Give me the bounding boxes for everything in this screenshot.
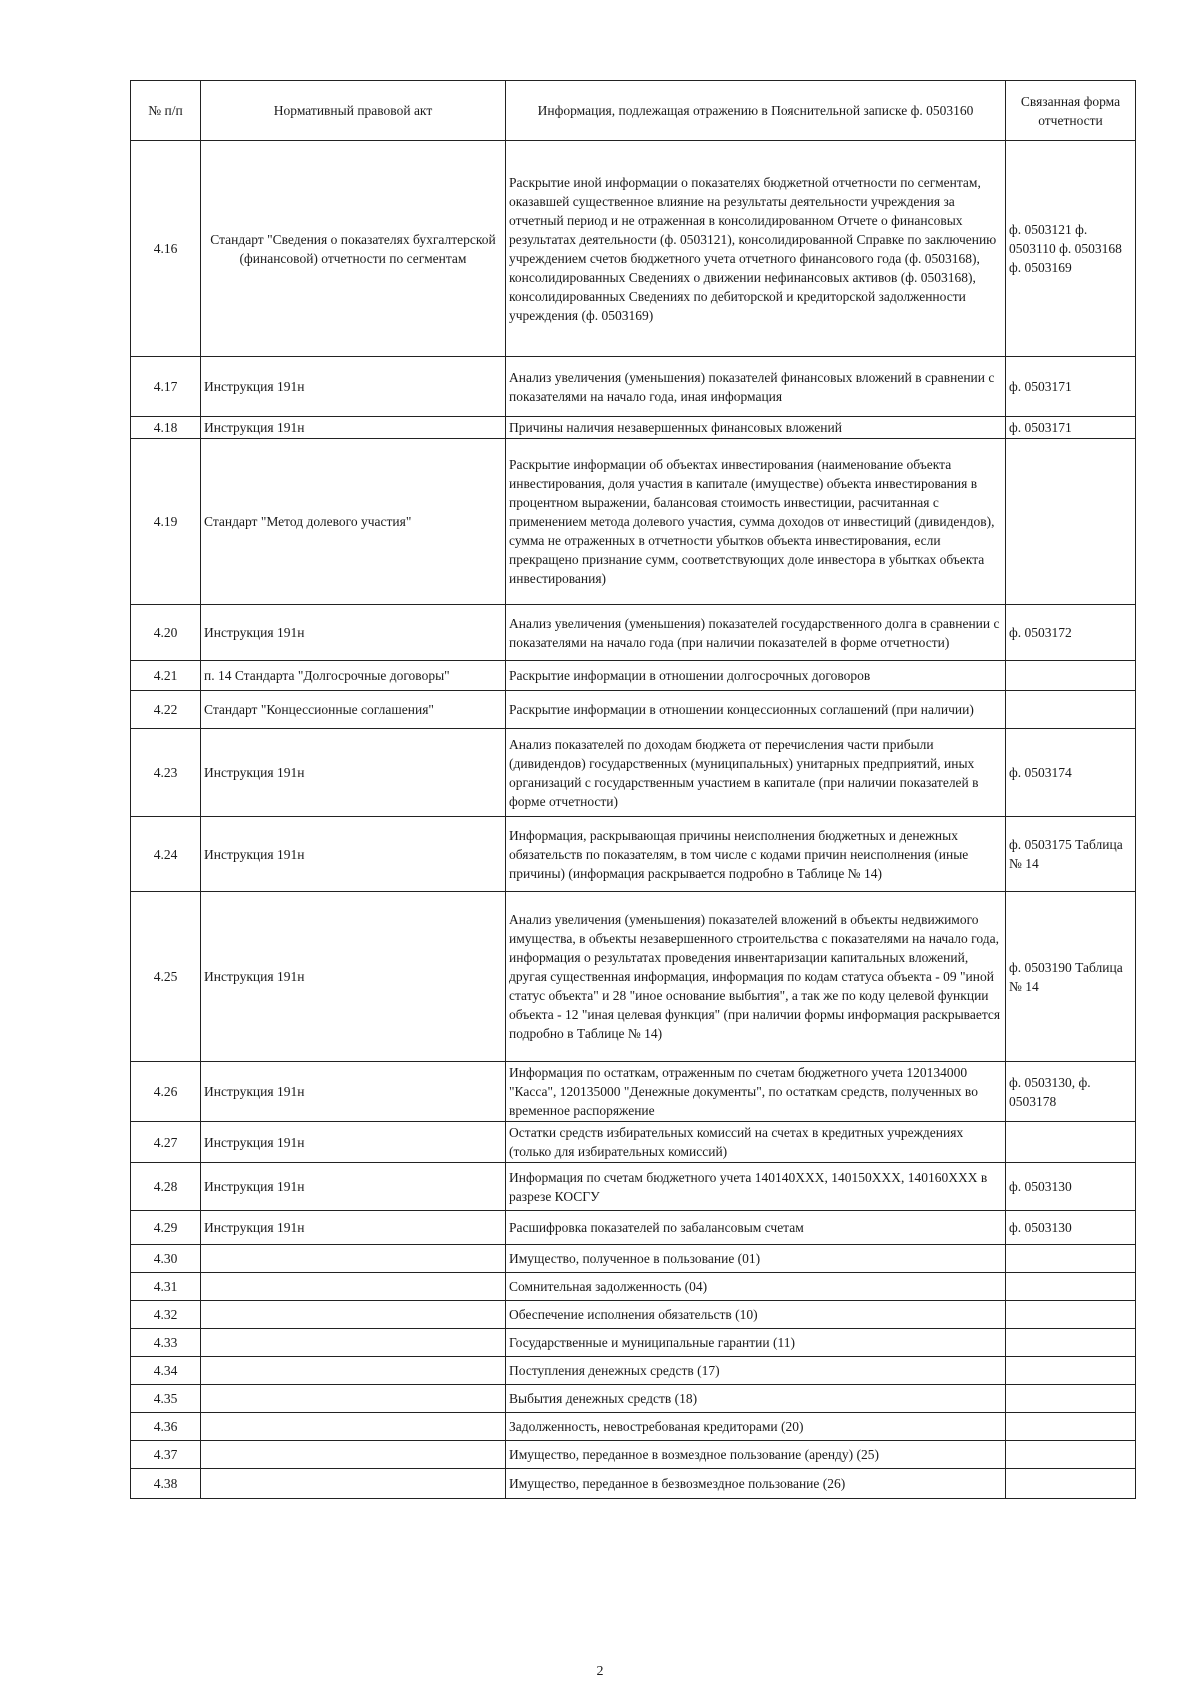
cell-act: Инструкция 191н [201,729,506,817]
cell-form [1006,1301,1136,1329]
cell-form: ф. 0503130, ф. 0503178 [1006,1062,1136,1122]
table-row [131,357,1136,417]
header-num: № п/п [131,81,201,141]
table-row [131,1122,1136,1163]
cell-info: Поступления денежных средств (17) [506,1357,1006,1385]
cell-info: Раскрытие информации в отношении концессионных соглашений (при наличии) [506,691,1006,729]
cell-info: Анализ показателей по доходам бюджета от перечисления части прибыли (дивидендов) государственных (муниципальных) унитарных предприятий, иных организаций с государственным участием в капитале (при наличии показателей в форме отчетности) [506,729,1006,817]
cell-form [1006,1122,1136,1163]
table-row [131,1469,1136,1499]
cell-form [1006,1273,1136,1301]
cell-num: 4.32 [131,1301,201,1329]
cell-num: 4.28 [131,1163,201,1211]
cell-act [201,1273,506,1301]
cell-form [1006,1329,1136,1357]
cell-form: ф. 0503172 [1006,605,1136,661]
cell-info: Анализ увеличения (уменьшения) показателей финансовых вложений в сравнении с показателями на начало года, иная информация [506,357,1006,417]
cell-info: Имущество, полученное в пользование (01) [506,1245,1006,1273]
cell-num: 4.34 [131,1357,201,1385]
page-number: 2 [596,1664,604,1679]
table-body [131,141,1136,1499]
cell-act: Инструкция 191н [201,417,506,439]
cell-info: Информация, раскрывающая причины неисполнения бюджетных и денежных обязательств по показателям, в том числе с кодами причин неисполнения (иные причины) (информация раскрывается подробно в Таблице № 14) [506,817,1006,892]
table-row [131,1413,1136,1441]
cell-info: Остатки средств избирательных комиссий на счетах в кредитных учреждениях (только для избирательных комиссий) [506,1122,1006,1163]
cell-form: ф. 0503171 [1006,417,1136,439]
cell-num: 4.22 [131,691,201,729]
cell-info: Государственные и муниципальные гарантии (11) [506,1329,1006,1357]
cell-act [201,1329,506,1357]
cell-num: 4.20 [131,605,201,661]
cell-num: 4.26 [131,1062,201,1122]
cell-num: 4.38 [131,1469,201,1499]
table-row [131,417,1136,439]
cell-info: Выбытия денежных средств (18) [506,1385,1006,1413]
cell-info: Обеспечение исполнения обязательств (10) [506,1301,1006,1329]
cell-form [1006,1441,1136,1469]
table-row [131,439,1136,605]
cell-form [1006,1469,1136,1499]
cell-info: Расшифровка показателей по забалансовым счетам [506,1211,1006,1245]
cell-act: Стандарт "Сведения о показателях бухгалтерской (финансовой) отчетности по сегментам [201,141,506,357]
cell-act: Стандарт "Метод долевого участия" [201,439,506,605]
table-row [131,817,1136,892]
cell-info: Причины наличия незавершенных финансовых вложений [506,417,1006,439]
disclosure-table [130,80,1136,1499]
cell-num: 4.27 [131,1122,201,1163]
cell-form: ф. 0503121 ф. 0503110 ф. 0503168 ф. 0503169 [1006,141,1136,357]
cell-act: Инструкция 191н [201,1062,506,1122]
table-row [131,1441,1136,1469]
cell-num: 4.24 [131,817,201,892]
table-row [131,892,1136,1062]
cell-form: ф. 0503171 [1006,357,1136,417]
cell-form [1006,1413,1136,1441]
table-row [131,1245,1136,1273]
table-row [131,1301,1136,1329]
cell-act: Стандарт "Концессионные соглашения" [201,691,506,729]
header-act: Нормативный правовой акт [201,81,506,141]
cell-num: 4.21 [131,661,201,691]
cell-num: 4.36 [131,1413,201,1441]
cell-act: Инструкция 191н [201,892,506,1062]
cell-act: п. 14 Стандарта "Долгосрочные договоры" [201,661,506,691]
cell-num: 4.19 [131,439,201,605]
cell-num: 4.37 [131,1441,201,1469]
table-row [131,1163,1136,1211]
cell-info: Информация по остаткам, отраженным по счетам бюджетного учета 120134000 "Касса", 120135000 "Денежные документы", по остаткам средств, полученных во временное распоряжение [506,1062,1006,1122]
cell-form: ф. 0503190 Таблица № 14 [1006,892,1136,1062]
cell-num: 4.18 [131,417,201,439]
cell-num: 4.33 [131,1329,201,1357]
cell-act: Инструкция 191н [201,1122,506,1163]
cell-info: Имущество, переданное в возмездное пользование (аренду) (25) [506,1441,1006,1469]
cell-act [201,1245,506,1273]
cell-num: 4.23 [131,729,201,817]
cell-info: Анализ увеличения (уменьшения) показателей государственного долга в сравнении с показателями на начало года (при наличии показателей в форме отчетности) [506,605,1006,661]
cell-form [1006,439,1136,605]
cell-act [201,1357,506,1385]
table-row [131,605,1136,661]
table-row [131,1062,1136,1122]
table-row [131,1329,1136,1357]
cell-act [201,1385,506,1413]
cell-info: Раскрытие иной информации о показателях бюджетной отчетности по сегментам, оказавшей существенное влияние на результаты деятельности учреждения за отчетный период и не отраженная в консолидированном Отчете о финансовых результатах деятельности (ф. 0503121), консолидированной Справке по заключению учреждением счетов бюджетного учета отчетного финансового года (ф. 0503168), консолидированных Сведениях о движении нефинансовых активов (ф. 0503168), консолидированных Сведениях по дебиторской и кредиторской задолженности учреждения (ф. 0503169) [506,141,1006,357]
table-row [131,1273,1136,1301]
cell-form [1006,691,1136,729]
cell-num: 4.25 [131,892,201,1062]
cell-form [1006,1385,1136,1413]
cell-act: Инструкция 191н [201,357,506,417]
cell-info: Раскрытие информации об объектах инвестирования (наименование объекта инвестирования, доля участия в капитале (имуществе) объекта инвестирования в процентном выражении, балансовая стоимость инвестиции, расчитанная с применением метода долевого участия, сумма доходов от инвестиций (дивидендов), сумма не отраженных в отчетности убытков объекта инвестирования, если прекращено признание сумм, соответствующих доле инвестора в убытках объекта инвестирования) [506,439,1006,605]
cell-form: ф. 0503174 [1006,729,1136,817]
table-row [131,691,1136,729]
cell-form: ф. 0503130 [1006,1163,1136,1211]
cell-form: ф. 0503175 Таблица № 14 [1006,817,1136,892]
cell-num: 4.29 [131,1211,201,1245]
cell-act [201,1301,506,1329]
header-form: Связанная форма отчетности [1006,81,1136,141]
table-row [131,1357,1136,1385]
cell-info: Сомнительная задолженность (04) [506,1273,1006,1301]
cell-act: Инструкция 191н [201,817,506,892]
header-info: Информация, подлежащая отражению в Пояснительной записке ф. 0503160 [506,81,1006,141]
cell-num: 4.30 [131,1245,201,1273]
cell-act [201,1441,506,1469]
cell-info: Информация по счетам бюджетного учета 140140XXX, 140150XXX, 140160XXX в разрезе КОСГУ [506,1163,1006,1211]
table-row [131,729,1136,817]
cell-num: 4.16 [131,141,201,357]
cell-form [1006,661,1136,691]
cell-act: Инструкция 191н [201,1211,506,1245]
cell-act [201,1413,506,1441]
table-header-row [131,81,1136,141]
table-row [131,1385,1136,1413]
cell-form: ф. 0503130 [1006,1211,1136,1245]
cell-act [201,1469,506,1499]
cell-act: Инструкция 191н [201,1163,506,1211]
cell-num: 4.35 [131,1385,201,1413]
table-row [131,661,1136,691]
cell-act: Инструкция 191н [201,605,506,661]
cell-form [1006,1245,1136,1273]
cell-num: 4.17 [131,357,201,417]
cell-info: Анализ увеличения (уменьшения) показателей вложений в объекты недвижимого имущества, в объекты незавершенного строительства с показателями на начало года, информация о результатах проведения инвентаризации капитальных вложений, другая существенная информация, информация по кодам статуса объекта - 09 "иной статус объекта" и 28 "иное основание выбытия", а так же по коду целевой функции объекта - 12 "иная целевая функция" (при наличии формы информация раскрывается подробно в Таблице № 14) [506,892,1006,1062]
cell-info: Раскрытие информации в отношении долгосрочных договоров [506,661,1006,691]
cell-info: Имущество, переданное в безвозмездное пользование (26) [506,1469,1006,1499]
table-row [131,1211,1136,1245]
table-row [131,141,1136,357]
cell-form [1006,1357,1136,1385]
cell-num: 4.31 [131,1273,201,1301]
cell-info: Задолженность, невостребованая кредиторами (20) [506,1413,1006,1441]
